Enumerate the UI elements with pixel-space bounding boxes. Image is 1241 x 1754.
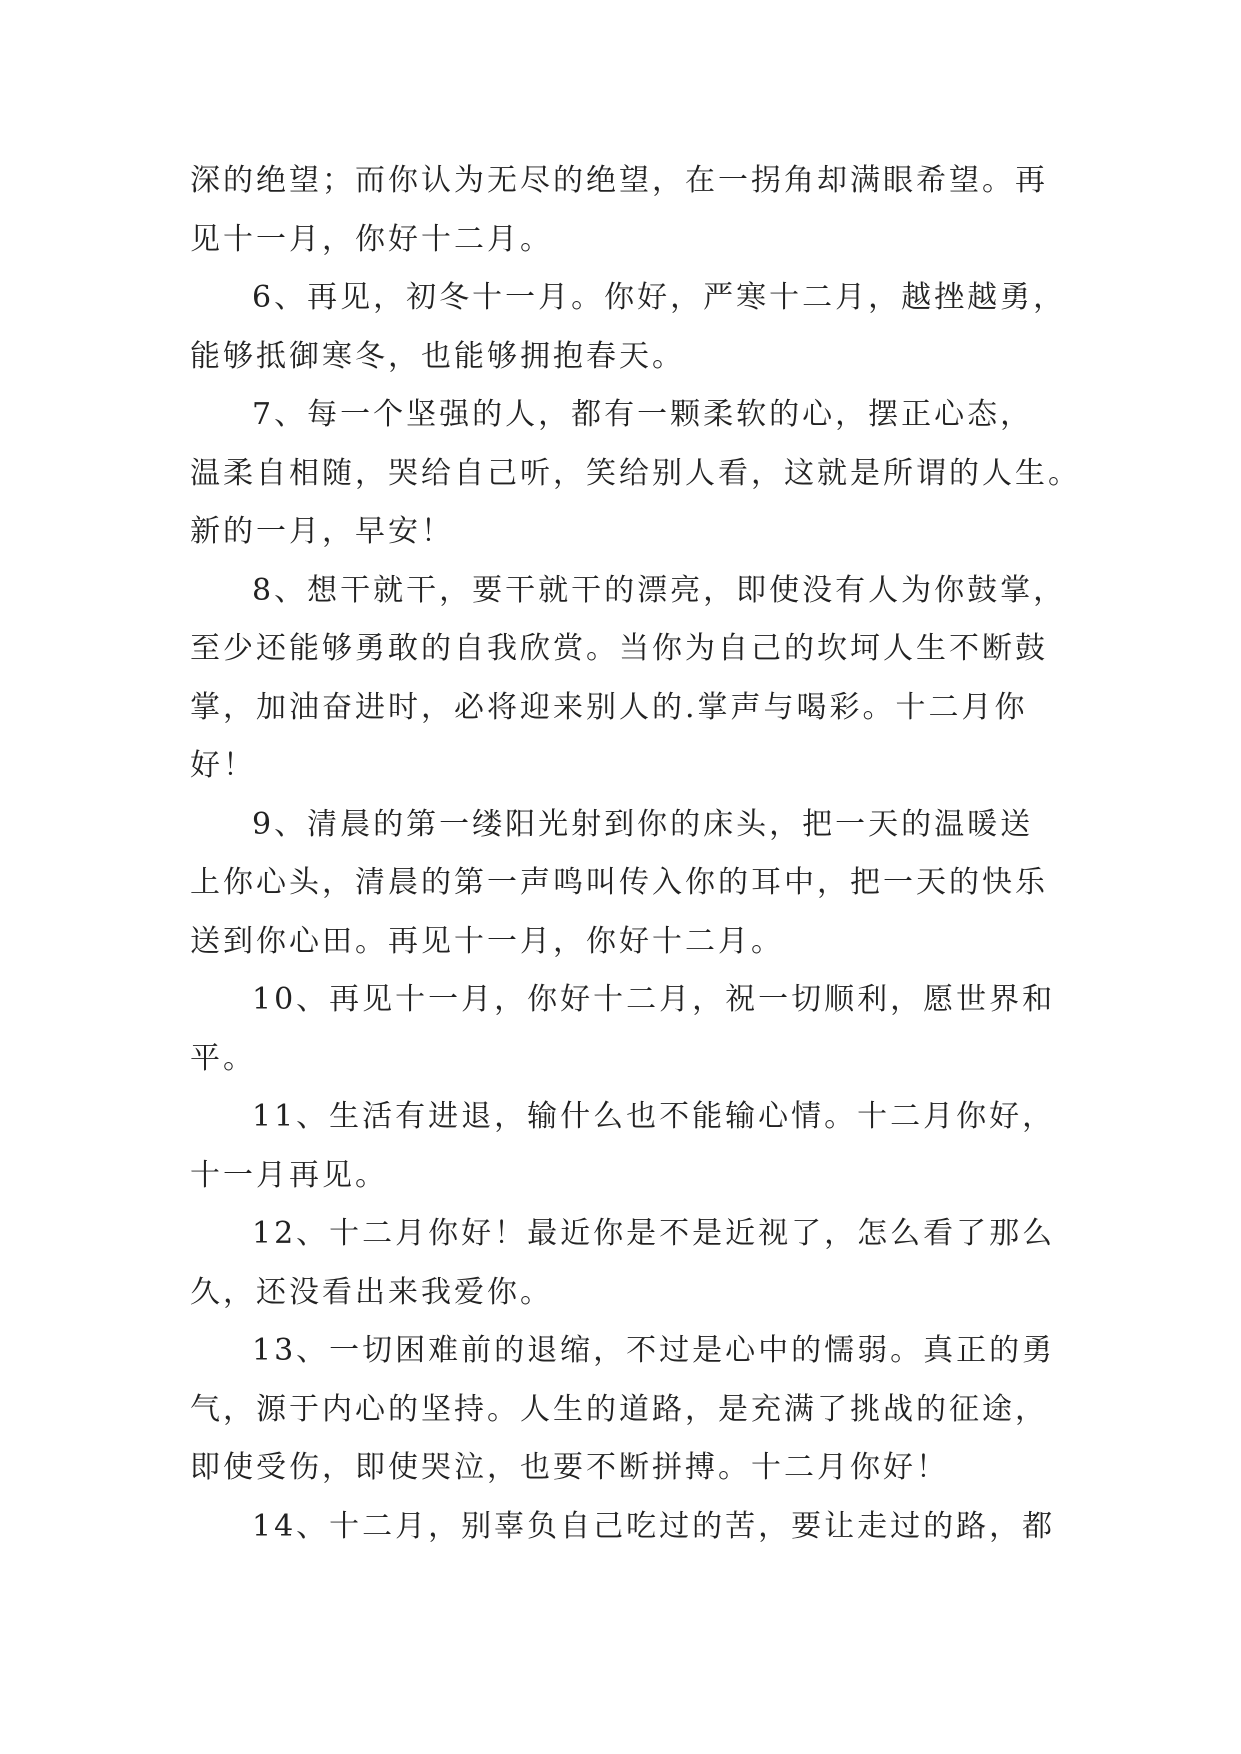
text-line: 久，还没看出来我爱你。 xyxy=(190,1274,553,1310)
paragraph-14-start: 14、十二月，别辜负自己吃过的苦，要让走过的路，都 xyxy=(252,1508,1056,1544)
text-line: 上你心头，清晨的第一声鸣叫传入你的耳中，把一天的快乐 xyxy=(190,865,1048,900)
text-line: 掌，加油奋进时，必将迎来别人的.掌声与喝彩。十二月你 xyxy=(190,689,1028,725)
paragraph-11-start: 11、生活有进退，输什么也不能输心情。十二月你好， xyxy=(252,1099,1056,1134)
document-body xyxy=(190,152,1081,1556)
text-line: 平。 xyxy=(190,1040,256,1076)
paragraph-6-start: 6、再见，初冬十一月。你好，严寒十二月，越挫越勇， xyxy=(252,280,1067,315)
paragraph-12-start: 12、十二月你好！最近你是不是近视了，怎么看了那么 xyxy=(252,1216,1056,1251)
text-line: 即使受伤，即使哭泣，也要不断拼搏。十二月你好！ xyxy=(190,1450,949,1485)
text-line: 好！ xyxy=(190,748,256,783)
text-line: 至少还能够勇敢的自我欣赏。当你为自己的坎坷人生不断鼓 xyxy=(190,631,1048,666)
paragraph-8-start: 8、想干就干，要干就干的漂亮，即使没有人为你鼓掌， xyxy=(252,572,1067,608)
paragraph-9-start: 9、清晨的第一缕阳光射到你的床头，把一天的温暖送 xyxy=(252,806,1034,842)
text-line: 气，源于内心的坚持。人生的道路，是充满了挑战的征途， xyxy=(190,1391,1048,1427)
text-line: 新的一月，早安！ xyxy=(190,514,454,549)
text-line: 见十一月，你好十二月。 xyxy=(190,221,553,257)
paragraph-7-start: 7、每一个坚强的人，都有一颗柔软的心，摆正心态， xyxy=(252,397,1034,432)
paragraph-10-start: 10、再见十一月，你好十二月，祝一切顺利，愿世界和 xyxy=(252,982,1056,1017)
paragraph-13-start: 13、一切困难前的退缩，不过是心中的懦弱。真正的勇 xyxy=(252,1333,1056,1368)
text-line: 送到你心田。再见十一月，你好十二月。 xyxy=(190,923,784,959)
text-line: 能够抵御寒冬，也能够拥抱春天。 xyxy=(190,338,685,374)
text-line: 十一月再见。 xyxy=(190,1157,388,1193)
text-line: 温柔自相随，哭给自己听，笑给别人看，这就是所谓的人生。 xyxy=(190,455,1081,491)
text-line: 深的绝望；而你认为无尽的绝望，在一拐角却满眼希望。再 xyxy=(190,163,1048,198)
